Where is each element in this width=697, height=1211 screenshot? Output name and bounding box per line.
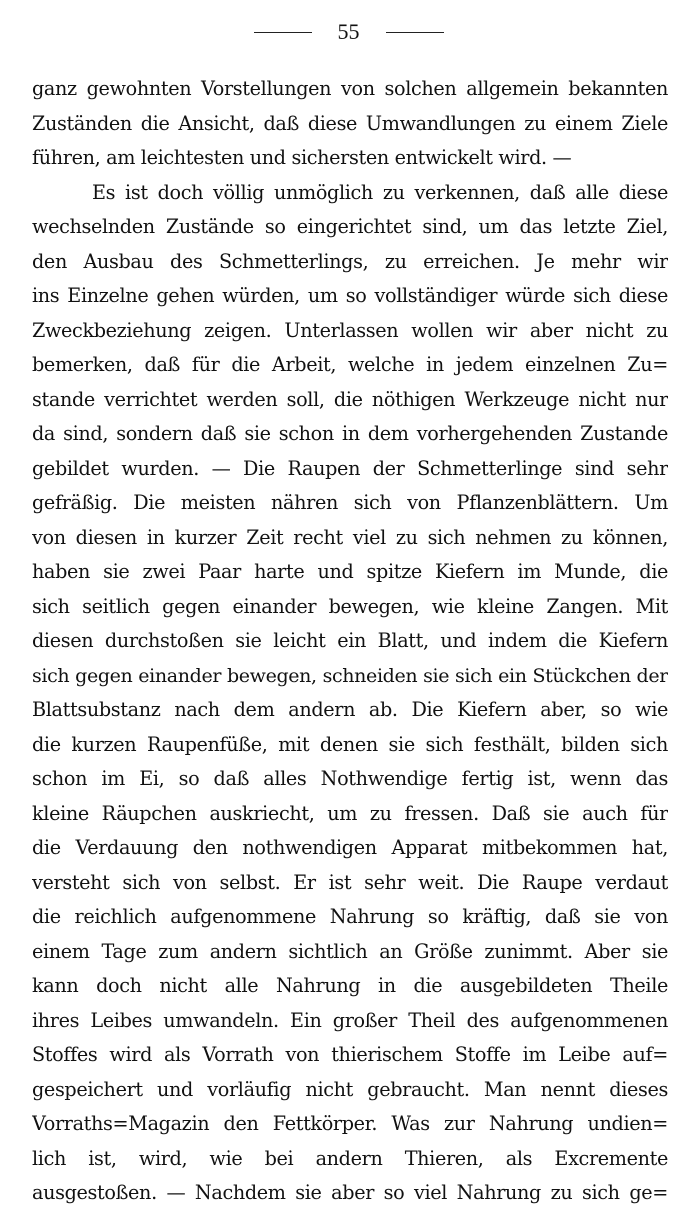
text-line: gefräßig. Die meisten nähren sich von Pflanzenblättern. Um — [32, 491, 668, 514]
text-line: lich ist, wird, wie bei andern Thieren, als Excremente — [32, 1146, 668, 1170]
text-line: kleine Räupchen auskriecht, um zu fressen. Daß sie auch für — [32, 801, 668, 825]
text-line: Zweckbeziehung zeigen. Unterlassen wollen wir aber nicht zu — [32, 318, 668, 342]
body-text — [32, 72, 668, 1211]
header-rule-right — [386, 32, 444, 33]
text-line: schon im Ei, so daß alles Nothwendige fertig ist, wenn das — [32, 767, 668, 790]
text-line: von diesen in kurzer Zeit recht viel zu sich nehmen zu können, — [32, 525, 668, 549]
text-line: versteht sich von selbst. Er ist sehr weit. Die Raupe verdaut — [32, 870, 668, 894]
text-line: sich seitlich gegen einander bewegen, wie kleine Zangen. Mit — [32, 594, 668, 618]
text-line: sich gegen einander bewegen, schneiden sie sich ein Stückchen der — [32, 664, 668, 687]
text-line: Zuständen die Ansicht, daß diese Umwandlungen zu einem Ziele — [32, 111, 668, 135]
text-line: die kurzen Raupenfüße, mit denen sie sich festhält, bilden sich — [32, 732, 668, 756]
text-line: gebildet wurden. — Die Raupen der Schmetterlinge sind sehr — [32, 456, 668, 480]
text-line: gespeichert und vorläufig nicht gebraucht. Man nennt dieses — [32, 1077, 668, 1101]
text-line: stande verrichtet werden soll, die nöthigen Werkzeuge nicht nur — [32, 387, 668, 411]
text-line: die reichlich aufgenommene Nahrung so kräftig, daß sie von — [32, 905, 668, 928]
text-line: haben sie zwei Paar harte und spitze Kiefern im Munde, die — [32, 560, 668, 583]
text-line: führen, am leichtesten und sichersten entwickelt wird. — — [32, 146, 572, 169]
text-line: Es ist doch völlig unmöglich zu verkennen, daß alle diese — [92, 180, 668, 204]
text-line: die Verdauung den nothwendigen Apparat mitbekommen hat, — [32, 836, 668, 859]
text-line: den Ausbau des Schmetterlings, zu erreichen. Je mehr wir — [32, 249, 668, 273]
text-line: ihres Leibes umwandeln. Ein großer Theil des aufgenommenen — [32, 1008, 668, 1032]
page-number: 55 — [337, 19, 360, 44]
text-line: Blattsubstanz nach dem andern ab. Die Kiefern aber, so wie — [32, 698, 668, 721]
text-line: ganz gewohnten Vorstellungen von solchen allgemein bekannten — [32, 77, 668, 100]
text-line: ausgestoßen. — Nachdem sie aber so viel Nahrung zu sich ge= — [32, 1181, 668, 1204]
text-line: Stoffes wird als Vorrath von thierischem Stoffe im Leibe auf= — [32, 1043, 668, 1066]
text-line: Vorraths=Magazin den Fettkörper. Was zur Nahrung undien= — [32, 1112, 668, 1135]
page-header — [0, 14, 697, 50]
text-line: einem Tage zum andern sichtlich an Größe zunimmt. Aber sie — [32, 939, 668, 963]
text-line: diesen durchstoßen sie leicht ein Blatt, und indem die Kiefern — [32, 629, 668, 652]
header-rule-left — [254, 32, 312, 33]
text-line: kann doch nicht alle Nahrung in die ausgebildeten Theile — [32, 974, 668, 997]
text-line: ins Einzelne gehen würden, um so vollständiger würde sich diese — [32, 284, 668, 307]
text-line: bemerken, daß für die Arbeit, welche in jedem einzelnen Zu= — [32, 353, 668, 376]
text-line: da sind, sondern daß sie schon in dem vorhergehenden Zustande — [32, 422, 668, 445]
text-line: wechselnden Zustände so eingerichtet sind, um das letzte Ziel, — [32, 215, 668, 238]
